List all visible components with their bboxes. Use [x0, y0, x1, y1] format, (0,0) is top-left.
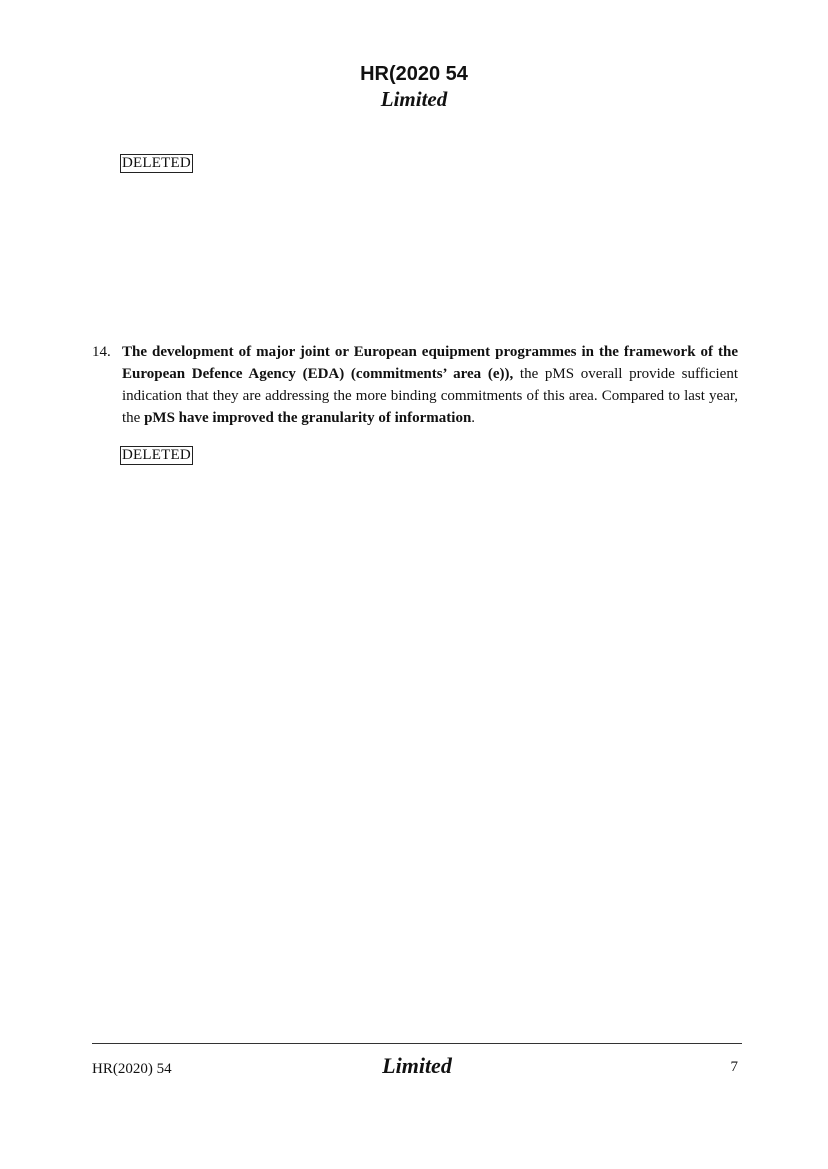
- page-header: [0, 62, 828, 112]
- paragraph-bold-intro: The development of major joint or European equipment programmes in the framework of the European Defence Agency (EDA) (commitments’ area (e)),: [122, 344, 738, 382]
- page-number: 7: [730, 1059, 738, 1075]
- deleted-stamp: DELETED: [122, 155, 191, 171]
- deleted-stamp: DELETED: [122, 447, 191, 463]
- header-reference: HR(2020 54: [360, 63, 468, 85]
- paragraph-text: [122, 341, 738, 429]
- page-footer: [92, 1052, 742, 1082]
- header-classification: Limited: [380, 87, 448, 111]
- footer-divider: [92, 1043, 742, 1044]
- footer-classification: Limited: [382, 1053, 452, 1078]
- paragraph-14: [92, 341, 738, 429]
- paragraph-number: 14.: [92, 344, 111, 360]
- paragraph-end: .: [471, 410, 476, 426]
- paragraph-bold-outro: pMS have improved the granularity of information: [144, 410, 472, 426]
- footer-reference: HR(2020) 54: [92, 1061, 172, 1077]
- paragraph-body: the pMS overall provide sufficient indication that they are addressing the more binding commitments of this area. Compared to last year, the: [122, 366, 738, 426]
